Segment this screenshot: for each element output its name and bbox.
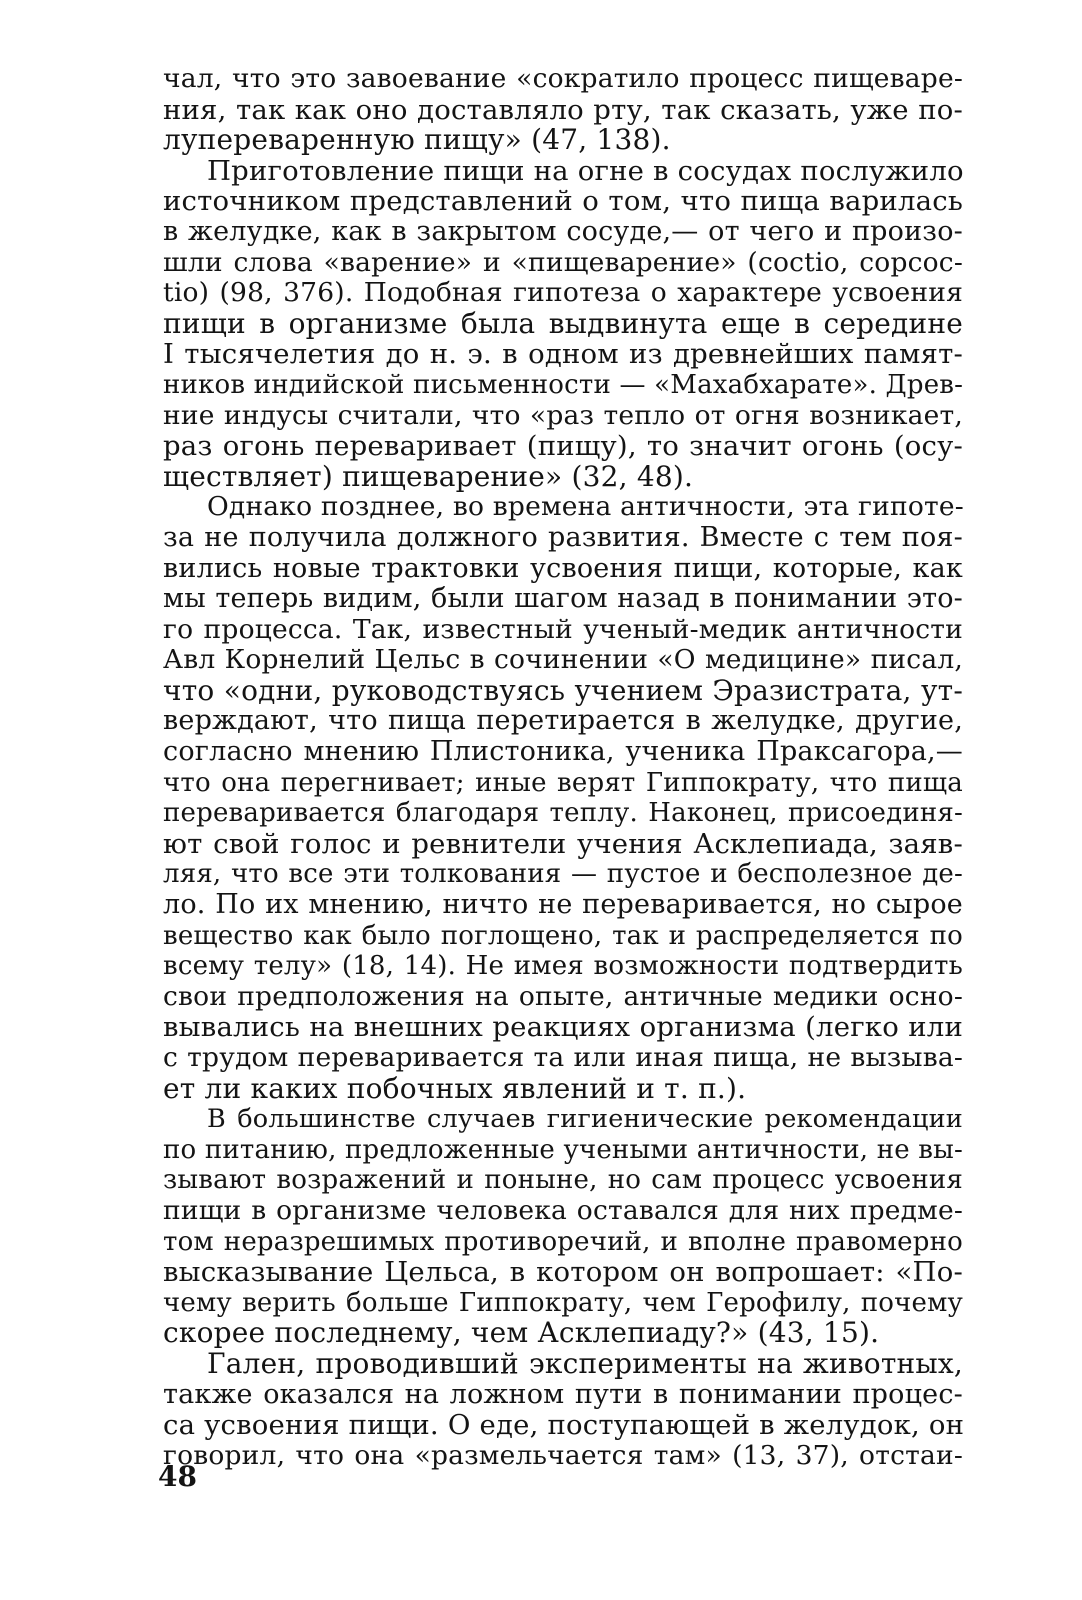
text-line: переваривается благодаря теплу. Наконец, присоединя-	[163, 798, 963, 829]
text-line: ществляет) пищеварение» (32, 48).	[163, 459, 694, 493]
text-line: Гален, проводивший эксперименты на животных,	[207, 1346, 963, 1380]
paragraph	[163, 492, 963, 1104]
text-line: том неразрешимых противоречий, и вполне правомерно	[163, 1226, 963, 1257]
text-line: лупереваренную пищу» (47, 138).	[163, 123, 671, 157]
text-line: го процесса. Так, известный ученый-медик античности	[163, 613, 963, 645]
text-line: пищи в организме была выдвинута еще в середине	[163, 306, 963, 340]
text-line: раз огонь переваривает (пищу), то значит огонь (осу-	[163, 430, 963, 463]
body-text	[163, 64, 963, 1471]
text-line: в желудке, как в закрытом сосуде,— от чего и произо-	[163, 215, 963, 247]
text-line: чему верить больше Гиппократу, чем Герофилу, почему	[163, 1287, 963, 1318]
text-line: I тысячелетия до н. э. в одном из древнейших памят-	[163, 338, 963, 371]
text-line: свои предположения на опыте, античные медики осно-	[163, 980, 963, 1012]
text-line: ляя, что все эти толкования — пустое и бесполезное де-	[163, 859, 963, 890]
paragraph	[163, 1346, 965, 1471]
text-line: ние индусы считали, что «раз тепло от огня возникает,	[163, 399, 963, 431]
text-line: ют свой голос и ревнители учения Асклепиада, заяв-	[163, 827, 963, 860]
text-line: с трудом переваривается та или иная пища, не вызыва-	[163, 1042, 963, 1073]
text-line: В большинстве случаев гигиенические рекомендации	[207, 1104, 963, 1135]
text-line: говорил, что она «размельчается там» (13, 37), отстаи-	[163, 1439, 963, 1471]
text-line: ников индийской письменности — «Махабхарате». Древ-	[163, 369, 964, 400]
text-line: tio) (98, 376). Подобная гипотеза о характере усвоения	[163, 277, 963, 309]
text-line: ния, так как оно доставляло рту, так сказать, уже по-	[163, 93, 963, 126]
text-line: ло. По их мнению, ничто не переваривается, но сырое	[163, 889, 963, 921]
text-line: ет ли каких побочных явлений и т. п.).	[163, 1071, 747, 1105]
text-line: са усвоения пищи. О еде, поступающей в желудок, он	[163, 1409, 965, 1442]
text-line: всему телу» (18, 14). Не имея возможности подтвердить	[163, 951, 963, 982]
text-line: также оказался на ложном пути в понимании процес-	[163, 1378, 963, 1410]
text-line: высказывание Цельса, в котором он вопрошает: «По-	[163, 1256, 963, 1289]
page-number: 48	[158, 1460, 197, 1493]
text-line: мы теперь видим, были шагом назад в понимании это-	[163, 583, 963, 615]
text-line: скорее последнему, чем Асклепиаду?» (43, 15).	[163, 1316, 880, 1350]
text-line: зывают возражений и поныне, но сам процесс усвоения	[163, 1165, 963, 1196]
text-line: Авл Корнелий Цельс в сочинении «О медицине» писал,	[163, 644, 963, 676]
text-line: пищи в организме человека оставался для них предме-	[163, 1194, 963, 1226]
text-line: шли слова «варение» и «пищеварение» (coctio, copcoc-	[163, 246, 963, 278]
text-line: Однако позднее, во времена античности, эта гипоте-	[207, 491, 964, 523]
paragraph	[163, 1104, 963, 1349]
text-line: что она перегнивает; иные верят Гиппократу, что пища	[163, 767, 963, 798]
text-line: за не получила должного развития. Вместе с тем поя-	[163, 521, 963, 553]
text-line: верждают, что пища перетирается в желудке, другие,	[163, 705, 963, 737]
text-line: вились новые трактовки усвоения пищи, которые, как	[163, 552, 963, 584]
text-line: по питанию, предложенные учеными античности, не вы-	[163, 1134, 963, 1165]
paragraph	[163, 156, 963, 493]
text-line: источником представлений о том, что пища варилась	[163, 185, 963, 218]
text-line: что «одни, руководствуясь учением Эразистрата, ут-	[163, 673, 963, 707]
text-line: вывались на внешних реакциях организма (легко или	[163, 1011, 963, 1044]
text-line: согласно мнению Плистоника, ученика Праксагора,—	[163, 736, 963, 768]
text-line: Приготовление пищи на огне в сосудах послужило	[207, 154, 964, 187]
text-line: чал, что это завоевание «сократило процесс пищеваре-	[163, 63, 963, 94]
text-line: вещество как было поглощено, так и распределяется по	[163, 920, 963, 951]
paragraph	[163, 64, 963, 156]
